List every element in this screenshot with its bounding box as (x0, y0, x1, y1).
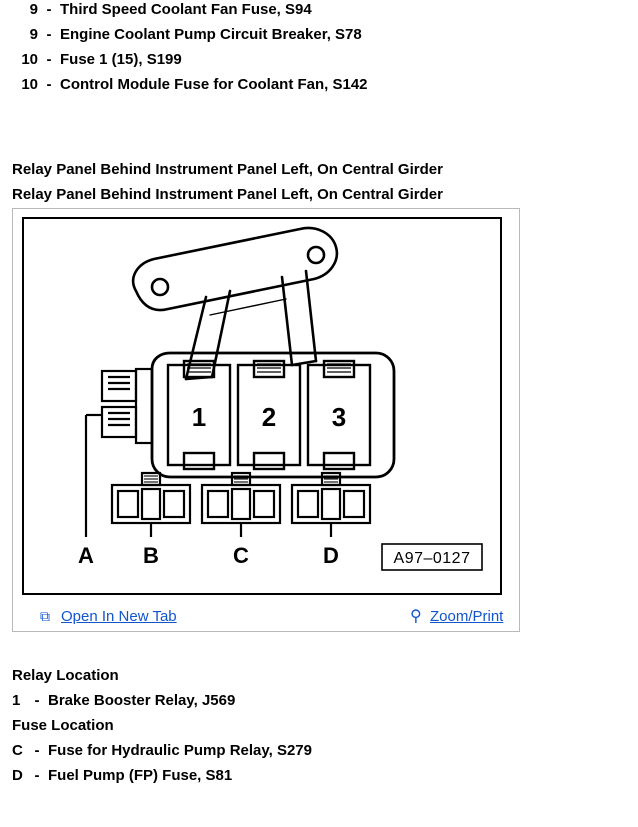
fuse-label: Fuse for Hydraulic Pump Relay, S279 (48, 742, 312, 759)
fuse-number: 9 (29, 1, 38, 18)
fuse-label: Control Module Fuse for Coolant Fan, S142 (60, 76, 368, 93)
fuse-dash: - (46, 76, 52, 93)
callout-a: A (78, 543, 94, 568)
fuse-label: Fuse 1 (15), S199 (60, 51, 182, 68)
callout-d: D (323, 543, 339, 568)
fuse-label: Third Speed Coolant Fan Fuse, S94 (60, 1, 312, 18)
relay-number-2: 2 (261, 402, 277, 432)
relay-location-title: Relay Location (12, 667, 119, 684)
fuse-list-item (0, 72, 638, 97)
fuse-location-item (12, 763, 632, 788)
relay-number-3: 3 (331, 402, 347, 432)
fuse-key: C (12, 742, 23, 759)
fuse-label: Engine Coolant Pump Circuit Breaker, S78 (60, 26, 362, 43)
callout-b: B (143, 543, 159, 568)
fuse-location-title: Fuse Location (12, 717, 114, 734)
figure-heading-secondary: Relay Panel Behind Instrument Panel Left, On Central Girder (12, 186, 443, 203)
open-in-new-tab-link[interactable]: Open In New Tab (61, 608, 177, 625)
fuse-label: Fuel Pump (FP) Fuse, S81 (48, 767, 233, 784)
figure-code: A97–0127 (393, 550, 471, 567)
fuse-number: 10 (21, 51, 38, 68)
fuse-dash: - (46, 51, 52, 68)
relay-dash: - (34, 692, 40, 709)
fuse-number: 10 (21, 76, 38, 93)
fuse-dash: - (34, 767, 40, 784)
fuse-list-item (0, 47, 638, 72)
top-fuse-list (0, 0, 638, 97)
relay-location-item (12, 688, 632, 713)
new-window-icon[interactable]: ⧉ (40, 608, 50, 624)
figure-image (22, 217, 502, 595)
figure-heading-primary: Relay Panel Behind Instrument Panel Left, On Central Girder (12, 161, 443, 178)
fuse-key: D (12, 767, 23, 784)
magnifier-icon[interactable]: ⚲ (410, 608, 422, 625)
relay-number-1: 1 (191, 402, 207, 432)
relay-label: Brake Booster Relay, J569 (48, 692, 236, 709)
figure-container (12, 208, 520, 632)
relay-key: 1 (12, 692, 21, 709)
relay-location-block (12, 663, 632, 713)
fuse-dash: - (34, 742, 40, 759)
relay-panel-diagram (24, 219, 500, 593)
fuse-dash: - (46, 1, 52, 18)
callout-c: C (233, 543, 249, 568)
fuse-list-item (0, 0, 638, 22)
zoom-print-link[interactable]: Zoom/Print (430, 608, 504, 625)
fuse-dash: - (46, 26, 52, 43)
fuse-location-block (12, 713, 632, 788)
fuse-location-item (12, 738, 632, 763)
figure-footer (13, 599, 519, 631)
fuse-number: 9 (29, 26, 38, 43)
fuse-list-item (0, 22, 638, 47)
